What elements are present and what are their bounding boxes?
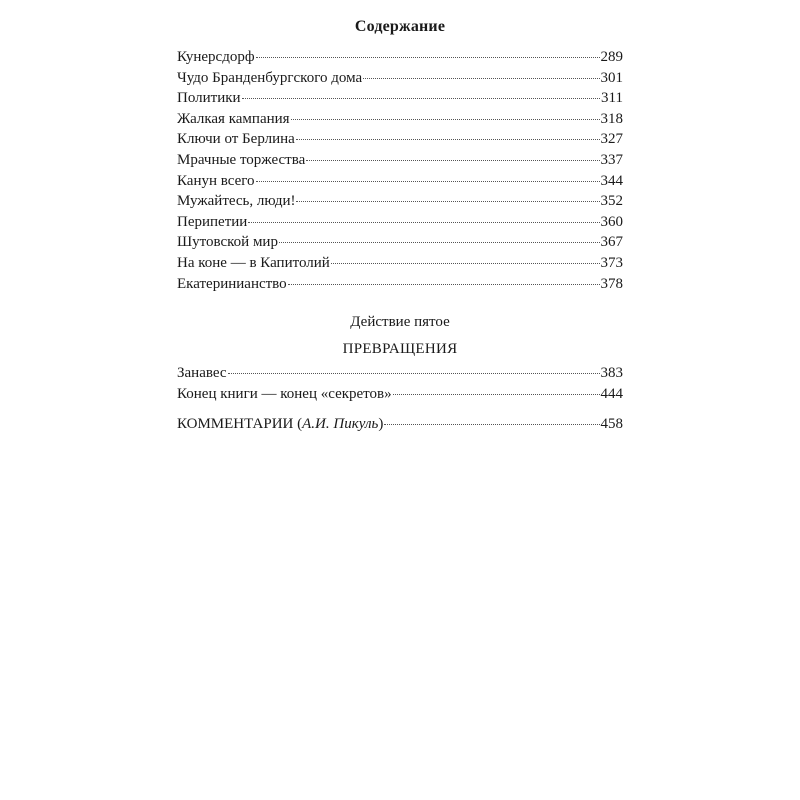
toc-entry-title: Занавес — [177, 365, 227, 381]
toc-entry-page: 378 — [600, 275, 623, 292]
toc-leader — [296, 139, 600, 140]
toc-entry — [177, 109, 623, 130]
toc-leader — [256, 181, 600, 182]
toc-entry-title: Чудо Бранденбургского дома — [177, 69, 363, 86]
toc-entry — [177, 384, 623, 405]
toc-entry-title: Кунерсдорф — [177, 49, 255, 65]
commentary-author: А.И. Пикуль — [302, 416, 379, 432]
toc-entry — [177, 232, 623, 253]
toc-entry — [177, 68, 623, 89]
toc-entry-title: Перипетии — [177, 213, 248, 230]
toc-entry — [177, 171, 623, 192]
toc-entry-title: На коне — в Капитолий — [177, 254, 330, 271]
toc-entry-page: 289 — [600, 49, 623, 65]
toc-entry — [177, 191, 623, 212]
toc-entry-title: Конец книги — конец «секретов» — [177, 385, 392, 402]
commentary-close: ) — [378, 416, 384, 432]
toc-entry — [177, 47, 623, 68]
toc-leader — [384, 424, 599, 425]
section-title: ПРЕВРАЩЕНИЯ — [342, 341, 458, 357]
toc-entry-page: 367 — [600, 234, 623, 251]
toc-leader — [291, 119, 600, 120]
toc-entry-page: 444 — [600, 385, 623, 402]
toc-entry-title: Политики — [177, 90, 241, 107]
toc-entry-page: 373 — [600, 254, 623, 271]
toc-entry-page: 344 — [600, 172, 623, 189]
toc-leader — [248, 222, 599, 223]
toc-entry — [177, 363, 623, 384]
toc-leader — [331, 263, 600, 264]
toc-leader — [228, 373, 600, 374]
toc-entry-page: 458 — [600, 416, 623, 432]
toc-entry — [177, 88, 623, 109]
toc-list — [177, 47, 623, 294]
toc-entry-title: Жалкая кампания — [177, 110, 290, 127]
toc-entry — [177, 150, 623, 171]
toc-leader — [393, 394, 600, 395]
toc-entry-page: 337 — [600, 151, 623, 168]
section-label: Действие пятое — [350, 314, 450, 330]
toc-leader — [296, 201, 599, 202]
toc-leader — [279, 242, 600, 243]
toc-leader — [242, 98, 601, 99]
toc-entry — [177, 212, 623, 233]
toc-entry-page: 311 — [601, 90, 623, 107]
toc-entry — [177, 274, 623, 295]
toc-entry-title: Канун всего — [177, 172, 255, 189]
toc-leader — [306, 160, 599, 161]
toc-entry-title: Екатеринианство — [177, 275, 287, 292]
toc-entry-title: Мрачные торжества — [177, 151, 306, 168]
toc-section-list — [177, 363, 623, 404]
toc-entry-title: Мужайтесь, люди! — [177, 193, 296, 210]
toc-entry-page: 360 — [600, 213, 623, 230]
toc-leader — [256, 57, 600, 58]
toc-entry-page: 318 — [600, 110, 623, 127]
page-title: Содержание — [354, 18, 446, 35]
toc-commentary — [177, 414, 623, 435]
toc-entry-page: 352 — [600, 193, 623, 210]
toc-entry — [177, 129, 623, 150]
toc-leader — [288, 284, 600, 285]
toc-entry-title — [177, 414, 383, 435]
toc-entry-commentary — [177, 414, 623, 435]
toc-entry-page: 301 — [600, 69, 623, 86]
toc-entry-page: 327 — [600, 131, 623, 148]
toc-entry-title: Ключи от Берлина — [177, 131, 295, 148]
toc-entry-page: 383 — [600, 365, 623, 381]
toc-entry — [177, 253, 623, 274]
toc-entry-title: Шутовской мир — [177, 234, 278, 251]
toc-leader — [363, 78, 599, 79]
commentary-title: КОММЕНТАРИИ ( — [177, 416, 303, 432]
